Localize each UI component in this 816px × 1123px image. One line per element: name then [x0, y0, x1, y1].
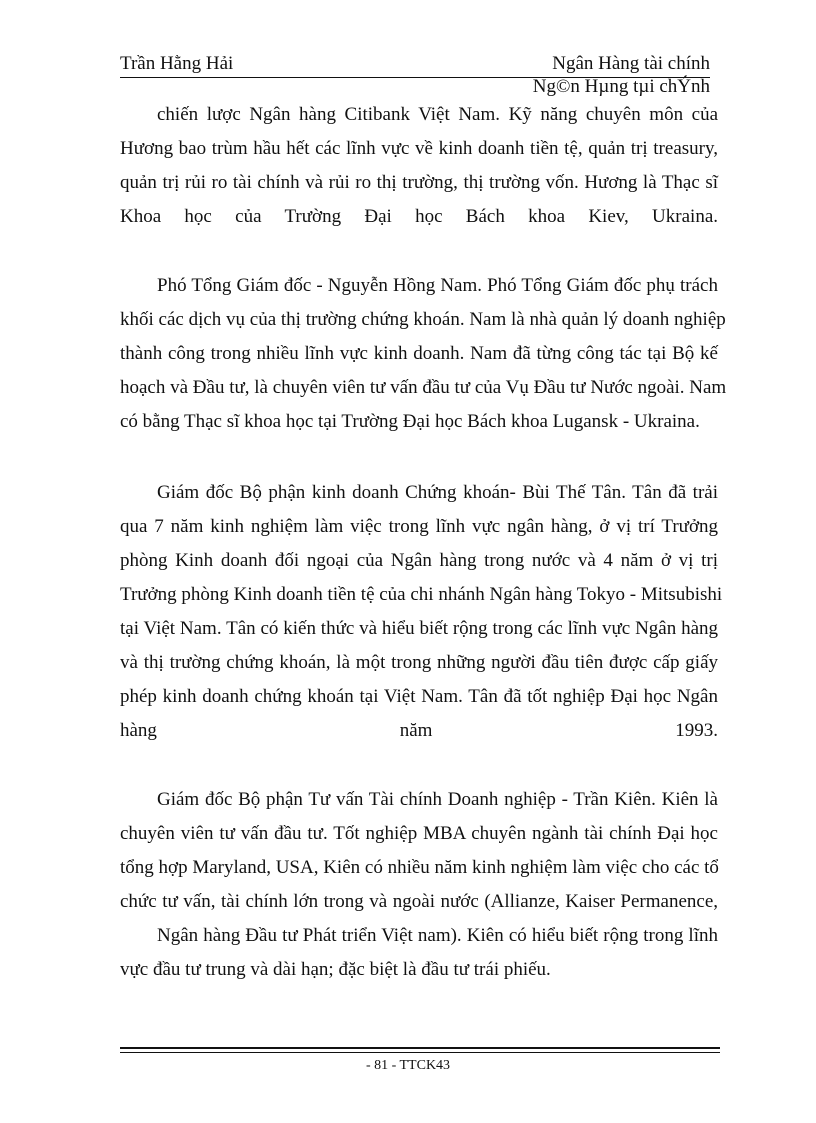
- paragraph-line: thành công trong nhiều lĩnh vực kinh doanh. Nam đã từng công tác tại Bộ kế: [120, 343, 718, 364]
- paragraph-2: [120, 269, 727, 439]
- paragraph-line: Giám đốc Bộ phận kinh doanh Chứng khoán- Bùi Thế Tân. Tân đã trải: [157, 482, 718, 503]
- paragraph-1: [120, 98, 718, 234]
- paragraph-line: tại Việt Nam. Tân có kiến thức và hiểu biết rộng trong các lĩnh vực Ngân hàng: [120, 618, 718, 639]
- paragraph-4: [120, 783, 718, 987]
- paragraph-line: hàng năm 1993.: [120, 720, 718, 741]
- paragraph-line: Khoa học của Trường Đại học Bách khoa Kiev, Ukraina.: [120, 206, 718, 227]
- paragraph-line: hoạch và Đầu tư, là chuyên viên tư vấn đầu tư của Vụ Đầu tư Nước ngoài. Nam: [120, 377, 727, 398]
- paragraph-line: Hương bao trùm hầu hết các lĩnh vực về kinh doanh tiền tệ, quản trị treasury,: [120, 138, 718, 159]
- paragraph-line: Phó Tổng Giám đốc - Nguyễn Hồng Nam. Phó Tổng Giám đốc phụ trách: [157, 275, 718, 296]
- paragraph-line: Trưởng phòng Kinh doanh tiền tệ của chi nhánh Ngân hàng Tokyo - Mitsubishi: [120, 584, 723, 605]
- paragraph-line: vực đầu tư trung và dài hạn; đặc biệt là đầu tư trái phiếu.: [120, 959, 551, 980]
- paragraph-line: chuyên viên tư vấn đầu tư. Tốt nghiệp MBA chuyên ngành tài chính Đại học: [120, 823, 718, 844]
- paragraph-line: quản trị rủi ro tài chính và rủi ro thị trường, thị trường vốn. Hương là Thạc sĩ: [120, 172, 718, 193]
- paragraph-line: khối các dịch vụ của thị trường chứng khoán. Nam là nhà quản lý doanh nghiệp: [120, 309, 726, 330]
- paragraph-line: phòng Kinh doanh đối ngoại của Ngân hàng trong nước và 4 năm ở vị trị: [120, 550, 718, 571]
- footer-rule-thick: [120, 1047, 720, 1049]
- paragraph-line: qua 7 năm kinh nghiệm làm việc trong lĩnh vực ngân hàng, ở vị trí Trưởng: [120, 516, 718, 537]
- paragraph-line: chiến lược Ngân hàng Citibank Việt Nam. Kỹ năng chuyên môn của: [157, 104, 718, 125]
- paragraph-line: phép kinh doanh chứng khoán tại Việt Nam. Tân đã tốt nghiệp Đại học Ngân: [120, 686, 718, 707]
- header-author: Trần Hằng Hải: [120, 53, 234, 74]
- paragraph-line: và thị trường chứng khoán, là một trong những người đầu tiên được cấp giấy: [120, 652, 718, 673]
- paragraph-line: có bằng Thạc sĩ khoa học tại Trường Đại học Bách khoa Lugansk - Ukraina.: [120, 411, 700, 432]
- page-number: - 81 - TTCK43: [365, 1058, 451, 1073]
- footer-rule-thin: [120, 1052, 720, 1053]
- paragraph-line: Ngân hàng Đầu tư Phát triển Việt nam). Kiên có hiểu biết rộng trong lĩnh: [157, 925, 718, 946]
- paragraph-line: tổng hợp Maryland, USA, Kiên có nhiều năm kinh nghiệm làm việc cho các tổ: [120, 857, 719, 878]
- paragraph-line: chức tư vấn, tài chính lớn trong và ngoài nước (Allianze, Kaiser Permanence,: [120, 891, 718, 912]
- header-title: Ngân Hàng tài chính: [552, 53, 710, 74]
- paragraph-line: Giám đốc Bộ phận Tư vấn Tài chính Doanh nghiệp - Trần Kiên. Kiên là: [157, 789, 718, 810]
- header-title-garbled: Ng©n Hµng tµi chÝnh: [532, 76, 710, 97]
- paragraph-3: [120, 476, 723, 748]
- page-header: [120, 53, 710, 78]
